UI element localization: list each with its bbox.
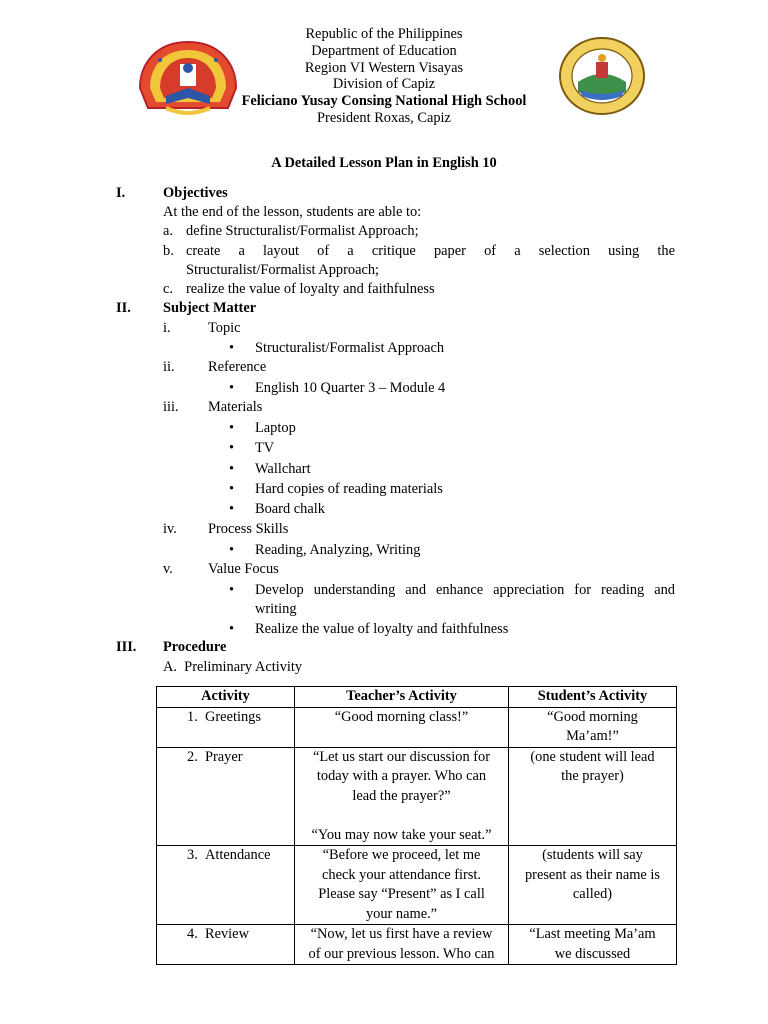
objectives-intro: At the end of the lesson, students are able to:: [163, 204, 422, 220]
bullet-item: • Structuralist/Formalist Approach: [255, 340, 444, 357]
objective-b-text-line1: create a layout of a critique paper of a selection using the: [186, 243, 675, 259]
bullet-item: • Laptop: [255, 420, 296, 437]
document-header: [0, 26, 768, 127]
section-2-numeral: II.: [116, 300, 131, 316]
activity-cell: [157, 707, 295, 747]
objective-b-letter: b.: [163, 243, 174, 259]
activity-name: Greetings: [205, 708, 261, 725]
student-line: “Last meeting Ma’am: [529, 926, 656, 942]
activity-name: Prayer: [205, 748, 243, 765]
column-header-activity: Activity: [157, 687, 295, 708]
activity-number: 3.: [187, 847, 198, 863]
subject-item-label-topic: Topic: [208, 320, 241, 336]
table-header-row: [157, 687, 677, 708]
preliminary-activity-heading: A. Preliminary Activity: [163, 659, 303, 675]
subject-item-label-materials: Materials: [208, 399, 263, 415]
activity-name: Attendance: [205, 847, 271, 863]
activity-number: 1.: [187, 708, 198, 725]
subject-item-num: v.: [163, 561, 173, 577]
bullet-item: • English 10 Quarter 3 – Module 4: [255, 380, 445, 397]
student-cell: [509, 707, 677, 747]
teacher-cell: [295, 846, 509, 925]
table-row: [157, 747, 677, 846]
header-line-region: Region VI Western Visayas: [304, 59, 464, 76]
bullet-item-continuation: writing: [255, 601, 297, 617]
activity-cell: [157, 925, 295, 965]
activity-number: 2.: [187, 748, 198, 765]
student-line: (one student will lead: [530, 748, 655, 765]
header-line-division: Division of Capiz: [332, 76, 436, 93]
student-line: we discussed: [554, 945, 631, 962]
activity-name: Review: [205, 926, 249, 942]
section-1-numeral: I.: [116, 185, 126, 201]
teacher-line: today with a prayer. Who can: [316, 768, 487, 784]
section-3-heading: Procedure: [163, 639, 227, 655]
section-3-numeral: III.: [116, 639, 137, 655]
teacher-line: “You may now take your seat.”: [311, 826, 492, 843]
section-1-heading: Objectives: [163, 185, 228, 201]
objective-c-text: realize the value of loyalty and faithfulness: [186, 281, 435, 297]
subject-item-num: iii.: [163, 399, 179, 415]
column-header-student: Student’s Activity: [509, 687, 677, 708]
teacher-blank-line: [299, 806, 504, 826]
bullet-item: • Wallchart: [255, 461, 311, 478]
objective-b-text-line2: Structuralist/Formalist Approach;: [186, 262, 380, 278]
teacher-line: check your attendance first.: [321, 866, 482, 883]
bullet-item: • Reading, Analyzing, Writing: [255, 542, 420, 559]
table-row: [157, 707, 677, 747]
activity-cell: [157, 846, 295, 925]
table-row: [157, 925, 677, 965]
column-header-teacher: Teacher’s Activity: [295, 687, 509, 708]
header-location: President Roxas, Capiz: [317, 109, 451, 126]
teacher-line: “Now, let us first have a review: [310, 926, 493, 942]
bullet-item: • Board chalk: [255, 501, 325, 518]
activity-cell: [157, 747, 295, 846]
subject-item-label-value-focus: Value Focus: [208, 561, 279, 577]
header-line-republic: Republic of the Philippines: [305, 26, 463, 42]
teacher-line: “Before we proceed, let me: [322, 847, 481, 863]
subject-item-label-reference: Reference: [208, 359, 267, 375]
student-line: (students will say: [542, 847, 643, 863]
student-line: “Good morning: [547, 708, 638, 725]
student-cell: [509, 747, 677, 846]
teacher-line: lead the prayer?”: [352, 787, 451, 804]
student-line: the prayer): [561, 768, 624, 784]
bullet-item: • Hard copies of reading materials: [255, 481, 443, 498]
student-cell: [509, 925, 677, 965]
table-row: [157, 846, 677, 925]
student-cell: [509, 846, 677, 925]
objective-c-letter: c.: [163, 281, 173, 297]
teacher-line: your name.”: [365, 905, 438, 922]
student-line: present as their name is: [524, 866, 661, 883]
teacher-line: of our previous lesson. Who can: [308, 945, 495, 962]
subject-item-label-process-skills: Process Skills: [208, 521, 289, 537]
bullet-item: • TV: [255, 440, 274, 457]
teacher-cell: [295, 747, 509, 846]
student-line: called): [572, 886, 613, 902]
teacher-line: “Let us start our discussion for: [312, 748, 491, 765]
subject-item-num: i.: [163, 320, 171, 336]
teacher-line: Please say “Present” as I call: [318, 886, 485, 902]
activity-number: 4.: [187, 926, 198, 942]
bullet-item: • Develop understanding and enhance appreciation for reading and: [255, 582, 675, 599]
preliminary-activity-table: [156, 686, 677, 965]
bullet-item: • Realize the value of loyalty and faithfulness: [255, 621, 508, 638]
header-line-department: Department of Education: [311, 42, 457, 59]
subject-item-num: ii.: [163, 359, 175, 375]
student-line: Ma’am!”: [566, 728, 619, 744]
teacher-cell: [295, 707, 509, 747]
lesson-plan-title: A Detailed Lesson Plan in English 10: [271, 155, 497, 171]
objective-a-letter: a.: [163, 223, 173, 239]
teacher-line: “Good morning class!”: [334, 708, 469, 725]
teacher-cell: [295, 925, 509, 965]
header-school-name: Feliciano Yusay Consing National High School: [241, 93, 527, 110]
section-2-heading: Subject Matter: [163, 300, 257, 316]
subject-item-num: iv.: [163, 521, 177, 537]
objective-a-text: define Structuralist/Formalist Approach;: [186, 223, 419, 239]
